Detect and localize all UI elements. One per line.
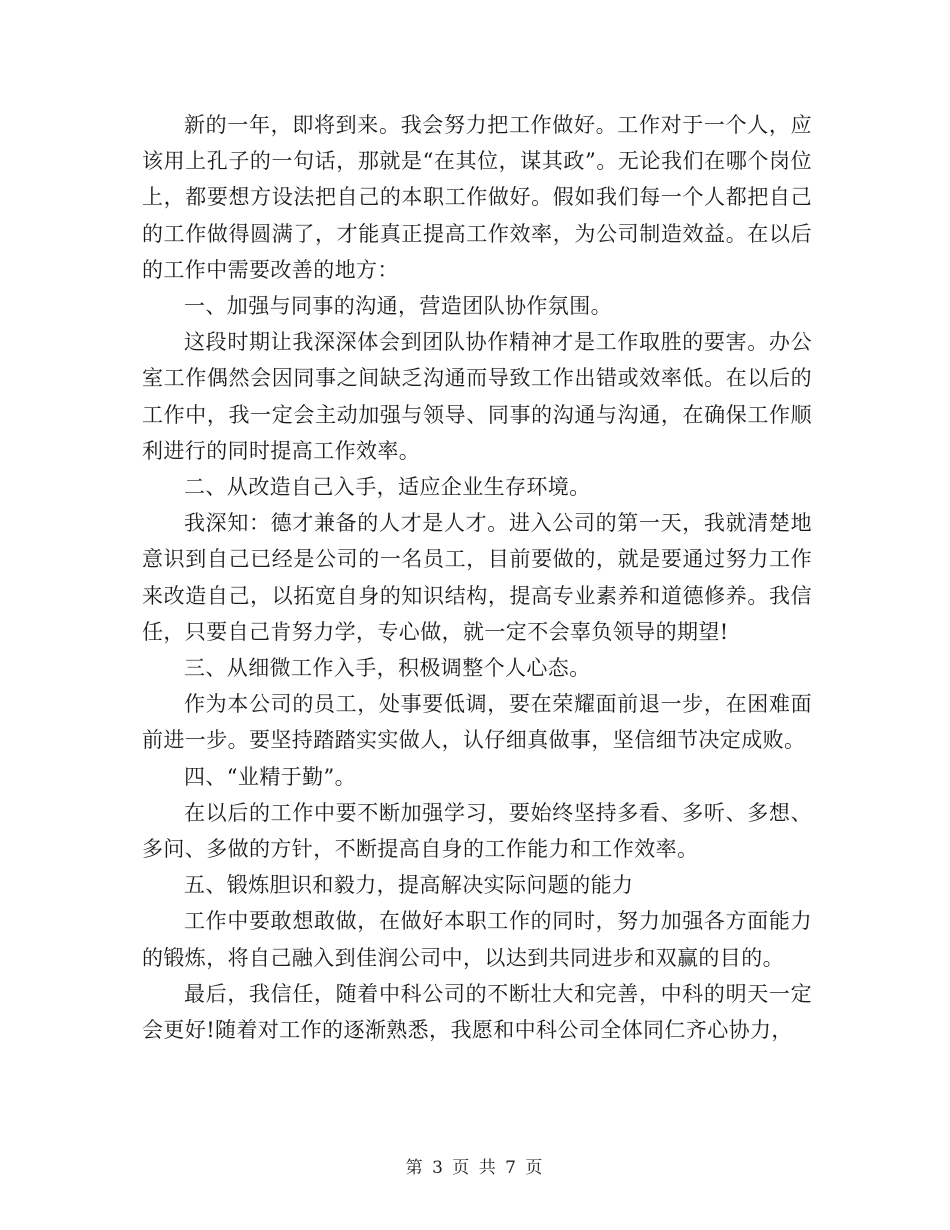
- body-paragraph: 我深知：德才兼备的人才是人才。进入公司的第一天，我就清楚地意识到自己已经是公司的一名员工，目前要做的，就是要通过努力工作来改造自己，以拓宽自身的知识结构，提高专业素养和道德修养。我信任，只要自己肯努力学，专心做，就一定不会辜负领导的期望!: [142, 511, 812, 644]
- body-paragraph: 新的一年，即将到来。我会努力把工作做好。工作对于一个人，应该用上孔子的一句话，那就是“在其位，谋其政”。无论我们在哪个岗位上，都要想方设法把自己的本职工作做好。假如我们每一个人都把自己的工作做得圆满了，才能真正提高工作效率，为公司制造效益。在以后的工作中需要改善的地方：: [142, 113, 812, 282]
- body-paragraph: 这段时期让我深深体会到团队协作精神才是工作取胜的要害。办公室工作偶然会因同事之间缺乏沟通而导致工作出错或效率低。在以后的工作中，我一定会主动加强与领导、同事的沟通与沟通，在确保工作顺利进行的同时提高工作效率。: [142, 330, 812, 463]
- section-heading: 三、从细微工作入手，积极调整个人心态。: [184, 656, 591, 681]
- body-paragraph: 作为本公司的员工，处事要低调，要在荣耀面前退一步，在困难面前进一步。要坚持踏踏实实做人，认仔细真做事，坚信细节决定成败。: [142, 692, 812, 753]
- page-number-footer: 第 3 页 共 7 页: [405, 1158, 545, 1178]
- body-paragraph: 在以后的工作中要不断加强学习，要始终坚持多看、多听、多想、多问、多做的方针，不断提高自身的工作能力和工作效率。: [142, 800, 812, 862]
- body-paragraph: 工作中要敢想敢做，在做好本职工作的同时，努力加强各方面能力的锻炼，将自己融入到佳润公司中，以达到共同进步和双赢的目的。: [142, 909, 812, 970]
- document-body: [142, 107, 812, 1048]
- body-paragraph: 最后，我信任，随着中科公司的不断壮大和完善，中科的明天一定会更好!随着对工作的逐渐熟悉，我愿和中科公司全体同仁齐心协力，: [142, 981, 812, 1043]
- section-heading: 二、从改造自己入手，适应企业生存环境。: [184, 475, 591, 500]
- section-heading: 四、“业精于勤”。: [184, 764, 357, 789]
- section-heading: 一、加强与同事的沟通，营造团队协作氛围。: [184, 294, 612, 319]
- section-heading: 五、锻炼胆识和毅力，提高解决实际问题的能力: [184, 873, 634, 898]
